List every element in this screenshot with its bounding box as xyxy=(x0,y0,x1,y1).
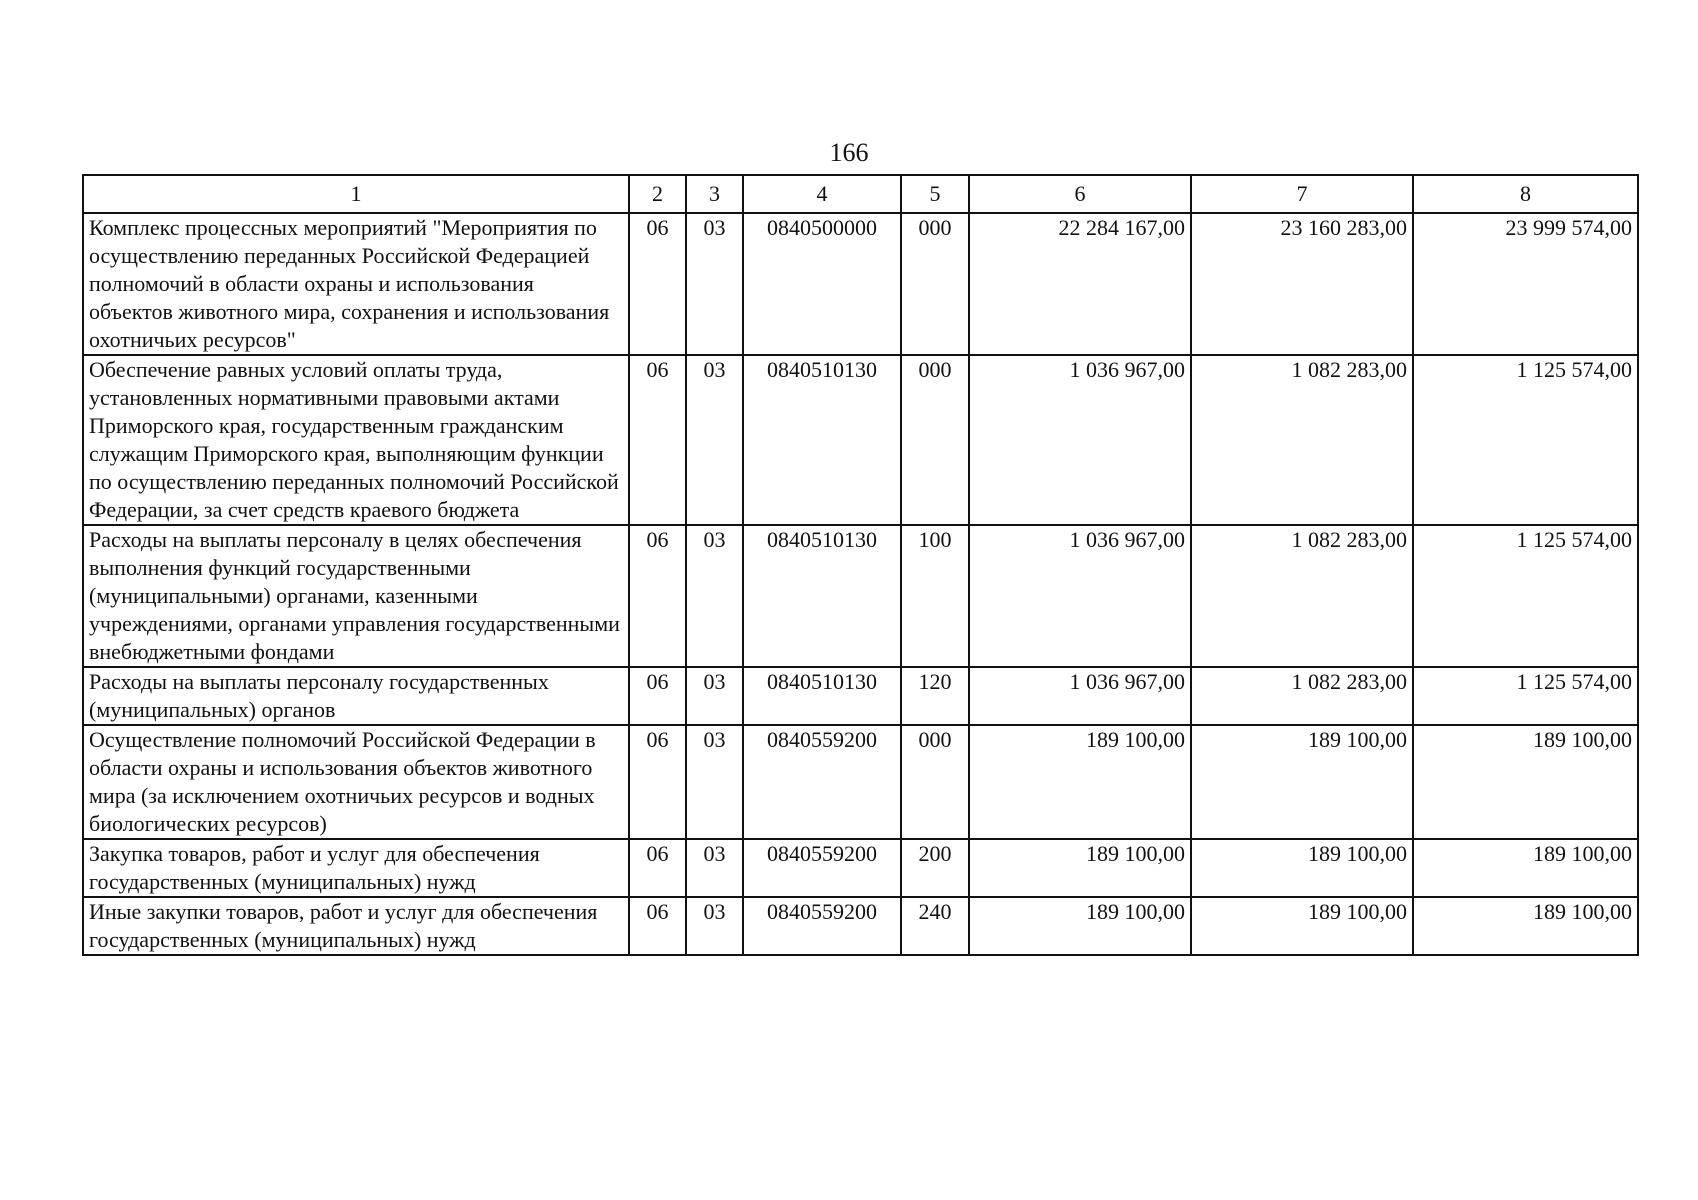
header-col-4: 4 xyxy=(743,175,901,213)
header-col-6: 6 xyxy=(969,175,1191,213)
row-target-code: 0840559200 xyxy=(743,897,901,955)
table-row xyxy=(83,725,1638,839)
row-amount-8: 1 125 574,00 xyxy=(1413,355,1638,525)
row-section: 06 xyxy=(629,667,686,725)
row-subsection: 03 xyxy=(686,355,743,525)
row-amount-8: 23 999 574,00 xyxy=(1413,213,1638,355)
row-subsection: 03 xyxy=(686,897,743,955)
row-name: Расходы на выплаты персоналу государственных (муниципальных) органов xyxy=(83,667,629,725)
table-row xyxy=(83,897,1638,955)
page-number-text: 166 xyxy=(829,138,869,167)
row-name: Расходы на выплаты персоналу в целях обеспечения выполнения функций государственными (муниципальными) органами, казенными учреждениями, органами управления государственными внебюджетными фондами xyxy=(83,525,629,667)
row-amount-7: 189 100,00 xyxy=(1191,725,1413,839)
row-amount-7: 23 160 283,00 xyxy=(1191,213,1413,355)
row-amount-8: 189 100,00 xyxy=(1413,839,1638,897)
row-expense-type: 100 xyxy=(901,525,969,667)
row-amount-8: 1 125 574,00 xyxy=(1413,525,1638,667)
row-expense-type: 000 xyxy=(901,725,969,839)
row-section: 06 xyxy=(629,839,686,897)
row-section: 06 xyxy=(629,525,686,667)
row-target-code: 0840559200 xyxy=(743,725,901,839)
row-expense-type: 120 xyxy=(901,667,969,725)
row-name: Закупка товаров, работ и услуг для обеспечения государственных (муниципальных) нужд xyxy=(83,839,629,897)
row-amount-6: 22 284 167,00 xyxy=(969,213,1191,355)
row-name: Обеспечение равных условий оплаты труда, установленных нормативными правовыми актами Приморского края, государственным гражданским служащим Приморского края, выполняющим функции по осуществлению переданных полномочий Российской Федерации, за счет средств краевого бюджета xyxy=(83,355,629,525)
header-col-1: 1 xyxy=(83,175,629,213)
header-col-2: 2 xyxy=(629,175,686,213)
header-row xyxy=(83,175,1638,213)
row-amount-6: 189 100,00 xyxy=(969,725,1191,839)
row-amount-7: 189 100,00 xyxy=(1191,839,1413,897)
row-amount-7: 1 082 283,00 xyxy=(1191,667,1413,725)
row-expense-type: 200 xyxy=(901,839,969,897)
budget-table xyxy=(82,174,1639,956)
table-row xyxy=(83,839,1638,897)
row-amount-7: 189 100,00 xyxy=(1191,897,1413,955)
table-row xyxy=(83,355,1638,525)
table-row xyxy=(83,213,1638,355)
row-target-code: 0840510130 xyxy=(743,667,901,725)
row-section: 06 xyxy=(629,355,686,525)
row-amount-6: 189 100,00 xyxy=(969,839,1191,897)
row-amount-6: 1 036 967,00 xyxy=(969,667,1191,725)
row-section: 06 xyxy=(629,725,686,839)
row-name: Комплекс процессных мероприятий "Мероприятия по осуществлению переданных Российской Федерацией полномочий в области охраны и использования объектов животного мира, сохранения и использования охотничьих ресурсов" xyxy=(83,213,629,355)
row-name: Иные закупки товаров, работ и услуг для обеспечения государственных (муниципальных) нужд xyxy=(83,897,629,955)
row-expense-type: 000 xyxy=(901,213,969,355)
header-col-3: 3 xyxy=(686,175,743,213)
row-expense-type: 240 xyxy=(901,897,969,955)
row-amount-7: 1 082 283,00 xyxy=(1191,525,1413,667)
table-row xyxy=(83,525,1638,667)
row-amount-6: 1 036 967,00 xyxy=(969,355,1191,525)
row-target-code: 0840510130 xyxy=(743,355,901,525)
header-col-8: 8 xyxy=(1413,175,1638,213)
row-amount-6: 189 100,00 xyxy=(969,897,1191,955)
row-amount-8: 189 100,00 xyxy=(1413,725,1638,839)
row-subsection: 03 xyxy=(686,725,743,839)
row-amount-8: 189 100,00 xyxy=(1413,897,1638,955)
row-name: Осуществление полномочий Российской Федерации в области охраны и использования объектов животного мира (за исключением охотничьих ресурсов и водных биологических ресурсов) xyxy=(83,725,629,839)
row-subsection: 03 xyxy=(686,667,743,725)
page-number xyxy=(0,138,1698,168)
row-subsection: 03 xyxy=(686,839,743,897)
row-amount-7: 1 082 283,00 xyxy=(1191,355,1413,525)
row-subsection: 03 xyxy=(686,213,743,355)
row-amount-8: 1 125 574,00 xyxy=(1413,667,1638,725)
row-section: 06 xyxy=(629,213,686,355)
row-expense-type: 000 xyxy=(901,355,969,525)
row-amount-6: 1 036 967,00 xyxy=(969,525,1191,667)
row-target-code: 0840559200 xyxy=(743,839,901,897)
table-row xyxy=(83,667,1638,725)
header-col-7: 7 xyxy=(1191,175,1413,213)
header-col-5: 5 xyxy=(901,175,969,213)
row-target-code: 0840500000 xyxy=(743,213,901,355)
row-section: 06 xyxy=(629,897,686,955)
row-target-code: 0840510130 xyxy=(743,525,901,667)
row-subsection: 03 xyxy=(686,525,743,667)
